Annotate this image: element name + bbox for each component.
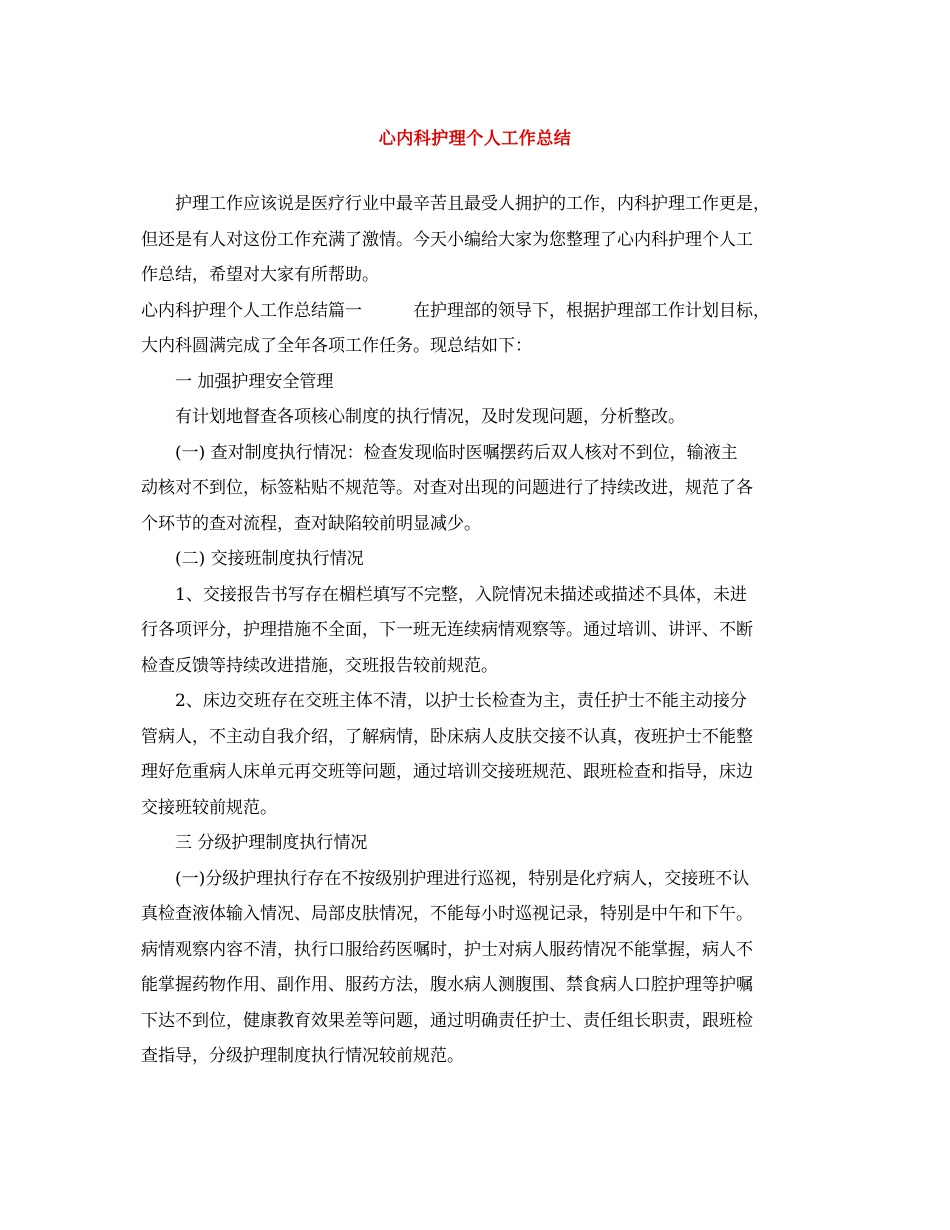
paragraph-line: 交接班较前规范。: [141, 797, 277, 818]
paragraph-line: 一 加强护理安全管理: [175, 371, 334, 392]
paragraph-line: 心内科护理个人工作总结篇一 在护理部的领导下，根据护理部工作计划目标，: [141, 300, 770, 321]
document-body: [141, 187, 831, 1075]
paragraph-line: 管病人，不主动自我介绍，了解病情，卧床病人皮肤交接不认真，夜班护士不能整: [141, 726, 753, 747]
paragraph-line: 动核对不到位，标签粘贴不规范等。对查对出现的问题进行了持续改进，规范了各: [141, 478, 753, 498]
paragraph-line: 能掌握药物作用、副作用、服药方法，腹水病人测腹围、禁食病人口腔护理等护嘱: [141, 975, 753, 995]
paragraph-line: 个环节的查对流程，查对缺陷较前明显减少。: [141, 513, 481, 534]
paragraph-line: 护理工作应该说是医疗行业中最辛苦且最受人拥护的工作，内科护理工作更是，: [175, 194, 770, 214]
paragraph-line: 作总结，希望对大家有所帮助。: [141, 265, 379, 285]
paragraph-line: (一)分级护理执行存在不按级别护理进行巡视，特别是化疗病人，交接班不认: [175, 868, 750, 889]
paragraph-line: 下达不到位，健康教育效果差等问题，通过明确责任护士、责任组长职责，跟班检: [141, 1010, 753, 1031]
paragraph-line: 行各项评分，护理措施不全面，下一班无连续病情观察等。通过培训、讲评、不断: [141, 620, 753, 640]
document-title: 心内科护理个人工作总结: [378, 129, 572, 149]
paragraph-line: (一) 查对制度执行情况：检查发现临时医嘱摆药后双人核对不到位，输液主: [175, 442, 738, 463]
paragraph-line: 大内科圆满完成了全年各项工作任务。现总结如下：: [141, 336, 532, 356]
paragraph-line: 有计划地督查各项核心制度的执行情况，及时发现问题，分析整改。: [175, 407, 685, 427]
paragraph-line: 真检查液体输入情况、局部皮肤情况，不能每小时巡视记录，特别是中午和下午。: [141, 904, 753, 924]
paragraph-line: 检查反馈等持续改进措施，交班报告较前规范。: [141, 655, 498, 676]
paragraph-line: 1、交接报告书写存在楣栏填写不完整，入院情况未描述或描述不具体，未进: [175, 584, 747, 605]
paragraph-line: (二) 交接班制度执行情况: [175, 549, 364, 569]
paragraph-line: 病情观察内容不清，执行口服给药医嘱时，护士对病人服药情况不能掌握，病人不: [141, 939, 753, 960]
paragraph-line: 理好危重病人床单元再交班等问题，通过培训交接班规范、跟班检查和指导，床边: [141, 762, 753, 782]
paragraph-line: 查指导，分级护理制度执行情况较前规范。: [141, 1046, 464, 1066]
paragraph-line: 但还是有人对这份工作充满了激情。今天小编给大家为您整理了心内科护理个人工: [141, 229, 753, 250]
paragraph-line: 三 分级护理制度执行情况: [175, 833, 368, 853]
paragraph-line: 2、床边交班存在交班主体不清，以护士长检查为主，责任护士不能主动接分: [175, 691, 747, 711]
